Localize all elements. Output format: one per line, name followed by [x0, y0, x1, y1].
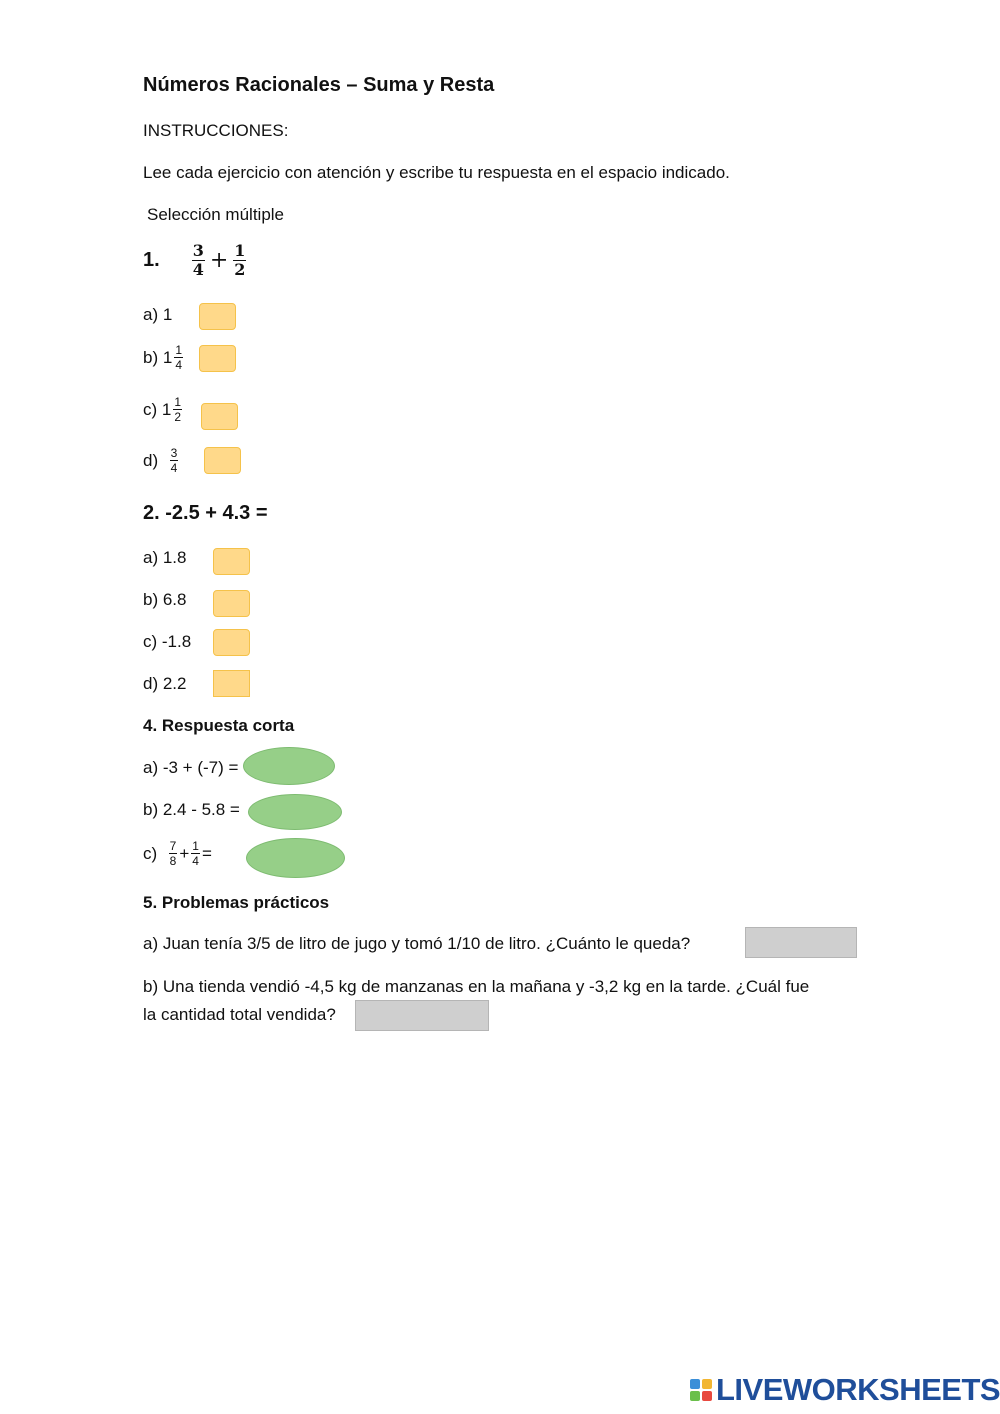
question-1-number: 1. — [143, 249, 160, 271]
q4-item-c: c) $\frac{7}{8}$ + $\frac{1}{4}$ = — [143, 839, 212, 868]
section-label: Selección múltiple — [147, 205, 285, 224]
q4-item-a: a) -3 + (-7) = — [143, 758, 239, 777]
question-5-title: 5. Problemas prácticos — [143, 893, 330, 912]
q2-option-b: b) 6.8 — [143, 590, 187, 609]
q2-option-c: c) -1.8 — [143, 632, 192, 651]
q2-option-c-checkbox[interactable] — [213, 629, 250, 656]
q5-item-b-line1: b) Una tienda vendió -4,5 kg de manzanas en la mañana y -3,2 kg en la tarde. ¿Cuál fue — [143, 977, 810, 996]
instructions-text: Lee cada ejercicio con atención y escribe tu respuesta en el espacio indicado. — [143, 163, 730, 182]
q2-option-b-checkbox[interactable] — [213, 590, 250, 617]
q4-answer-c-input[interactable] — [246, 838, 345, 878]
q1-option-c: c) 1 $\frac{1}{2}$ — [143, 395, 182, 424]
plus-sign: + — [209, 248, 229, 273]
q4-answer-b-input[interactable] — [248, 794, 342, 830]
q5-answer-a-input[interactable] — [745, 927, 857, 958]
q5-item-a: a) Juan tenía 3/5 de litro de jugo y tomó 1/10 de litro. ¿Cuánto le queda? — [143, 934, 691, 953]
question-1-fraction-b: $\frac{1}{2}$ — [234, 241, 246, 279]
question-2-title: 2. -2.5 + 4.3 = — [143, 502, 268, 524]
logo-text: LIVEWORKSHEETS — [716, 1372, 1000, 1407]
liveworksheets-logo-icon — [690, 1379, 712, 1401]
q1-option-a: a) 1 — [143, 305, 173, 324]
question-1 — [143, 243, 248, 278]
instructions-label: INSTRUCCIONES: — [143, 121, 289, 140]
q4-answer-a-input[interactable] — [243, 747, 335, 785]
q1-option-a-checkbox[interactable] — [199, 303, 236, 330]
q5-answer-b-input[interactable] — [355, 1000, 489, 1031]
liveworksheets-logo — [690, 1372, 1000, 1408]
q1-option-d-checkbox[interactable] — [204, 447, 241, 474]
q1-option-b-checkbox[interactable] — [199, 345, 236, 372]
q2-option-d: d) 2.2 — [143, 674, 187, 693]
q2-option-a-checkbox[interactable] — [213, 548, 250, 575]
page-title: Números Racionales – Suma y Resta — [143, 74, 495, 96]
q1-option-c-checkbox[interactable] — [201, 403, 238, 430]
q4-item-b: b) 2.4 - 5.8 = — [143, 800, 240, 819]
q2-option-a: a) 1.8 — [143, 548, 187, 567]
q2-option-d-checkbox[interactable] — [213, 670, 250, 697]
q1-option-b: b) 1 $\frac{1}{4}$ — [143, 343, 183, 372]
question-1-fraction-a: $\frac{3}{4}$ — [192, 241, 204, 279]
question-4-title: 4. Respuesta corta — [143, 716, 295, 735]
q5-item-b-line2: la cantidad total vendida? — [143, 1005, 336, 1024]
q1-option-d: d) $\frac{3}{4}$ — [143, 446, 178, 475]
